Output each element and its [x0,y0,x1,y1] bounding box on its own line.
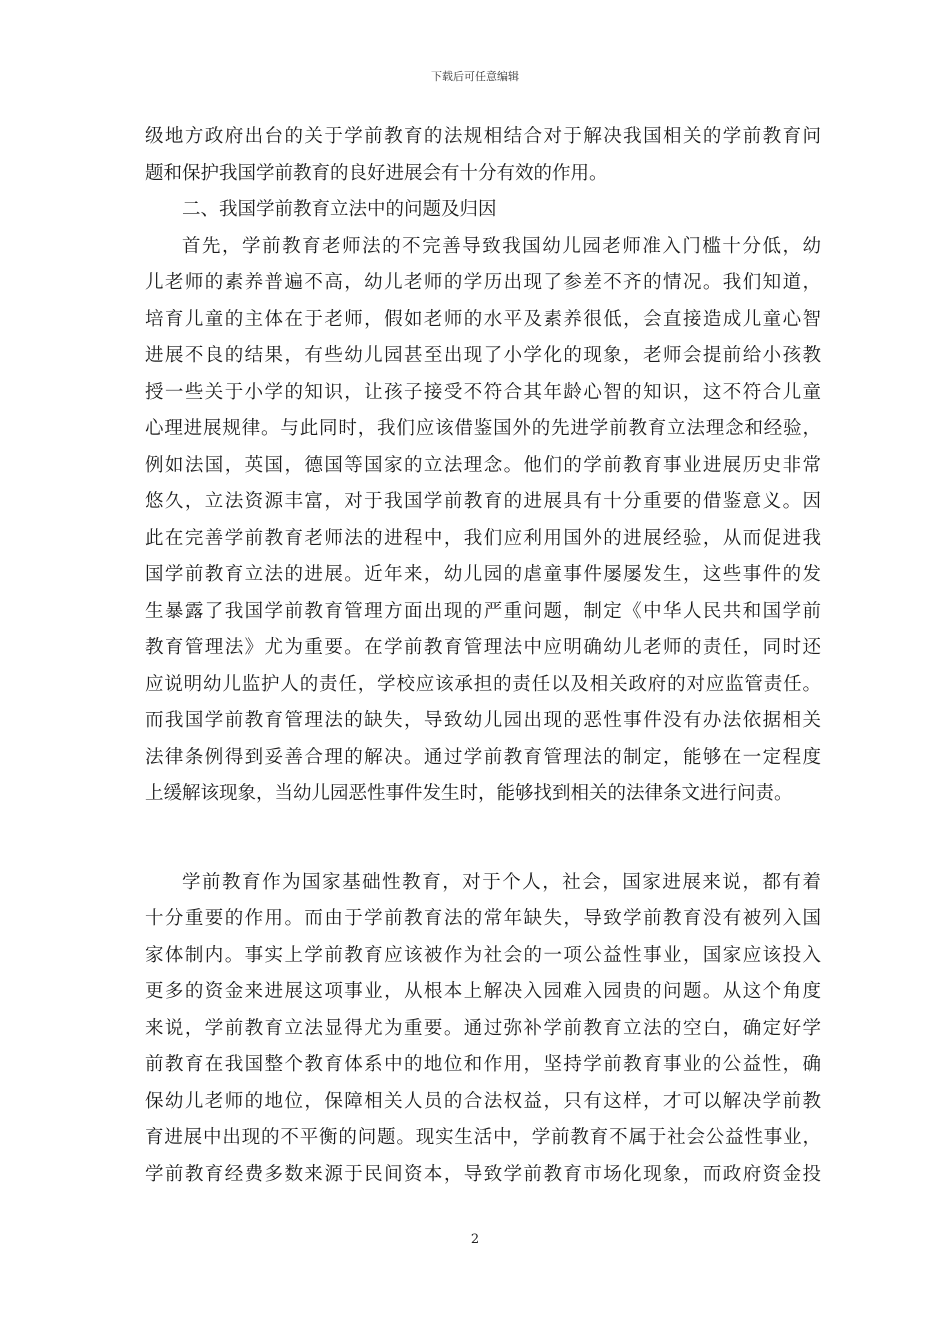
text-line: 十分重要的作用。而由于学前教育法的常年缺失，导致学前教育没有被列入国 [145,908,821,929]
text-line: 法律条例得到妥善合理的解决。通过学前教育管理法的制定，能够在一定程度 [145,746,821,768]
text-line: 家体制内。事实上学前教育应该被作为社会的一项公益性事业，国家应该投入 [145,944,821,966]
text-line: 授一些关于小学的知识，让孩子接受不符合其年龄心智的知识，这不符合儿童 [145,381,821,403]
heading-text: 二、我国学前教育立法中的问题及归因 [182,199,497,220]
text-line: 培育儿童的主体在于老师，假如老师的水平及素养很低，会直接造成儿童心智 [145,308,821,330]
text-line: 国学前教育立法的进展。近年来，幼儿园的虐童事件屡屡发生，这些事件的发 [145,564,821,585]
text-line: 教育管理法》尤为重要。在学前教育管理法中应明确幼儿老师的责任，同时还 [145,637,821,658]
text-line: 而我国学前教育管理法的缺失，导致幼儿园出现的恶性事件没有办法依据相关 [145,710,821,731]
text-line: 学前教育作为国家基础性教育，对于个人，社会，国家进展来说，都有着 [182,871,821,893]
text-line: 来说，学前教育立法显得尤为重要。通过弥补学前教育立法的空白，确定好学 [145,1017,821,1039]
text-line: 心理进展规律。与此同时，我们应该借鉴国外的先进学前教育立法理念和经验， [145,418,821,439]
text-line: 前教育在我国整个教育体系中的地位和作用，坚持学前教育事业的公益性，确 [145,1054,821,1075]
text-line: 育进展中出现的不平衡的问题。现实生活中，学前教育不属于社会公益性事业， [145,1127,821,1148]
page-number: 2 [470,1232,480,1247]
document-body [145,119,821,1193]
text-line: 学前教育经费多数来源于民间资本，导致学前教育市场化现象，而政府资金投 [145,1163,821,1185]
text-line: 进展不良的结果，有些幼儿园甚至出现了小学化的现象，老师会提前给小孩教 [145,345,821,366]
text-line: 上缓解该现象，当幼儿园恶性事件发生时，能够找到相关的法律条文进行问责。 [145,783,793,804]
paragraph [145,865,821,1194]
section-heading [145,192,821,229]
text-line: 悠久，立法资源丰富，对于我国学前教育的进展具有十分重要的借鉴意义。因 [145,491,821,512]
paragraph [145,229,821,813]
text-line: 生暴露了我国学前教育管理方面出现的严重问题，制定《中华人民共和国学前 [145,600,821,622]
text-line: 题和保护我国学前教育的良好进展会有十分有效的作用。 [145,162,608,184]
text-line: 此在完善学前教育老师法的进程中，我们应利用国外的进展经验，从而促进我 [145,527,821,549]
text-line: 应说明幼儿监护人的责任，学校应该承担的责任以及相关政府的对应监管责任。 [145,673,821,695]
text-line: 更多的资金来进展这项事业，从根本上解决入园难入园贵的问题。从这个角度 [145,981,821,1002]
page-header: 下载后可任意编辑 [431,70,519,83]
text-line: 保幼儿老师的地位，保障相关人员的合法权益，只有这样，才可以解决学前教 [145,1090,821,1112]
text-line: 例如法国，英国，德国等国家的立法理念。他们的学前教育事业进展历史非常 [145,454,821,476]
text-line: 级地方政府出台的关于学前教育的法规相结合对于解决我国相关的学前教育问 [145,126,821,147]
text-line: 首先，学前教育老师法的不完善导致我国幼儿园老师准入门槛十分低，幼 [182,235,821,257]
paragraph-spacer [145,813,821,865]
paragraph [145,119,821,192]
text-line: 儿老师的素养普遍不高，幼儿老师的学历出现了参差不齐的情况。我们知道， [145,272,821,293]
